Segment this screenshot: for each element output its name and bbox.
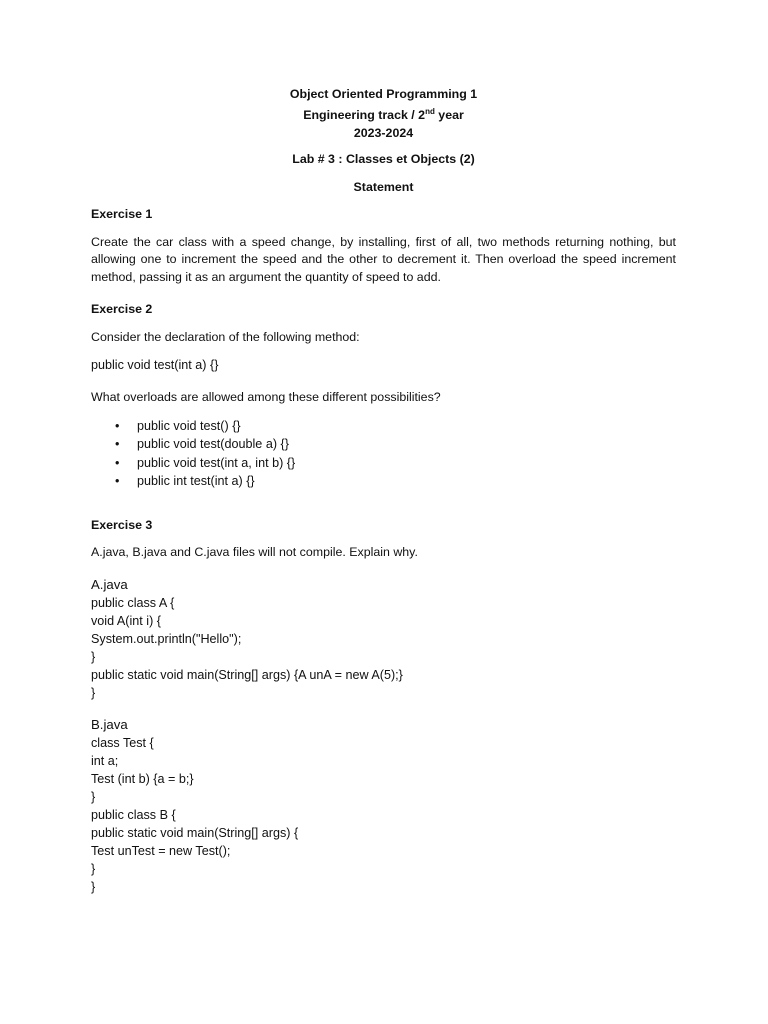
academic-years: 2023-2024: [353, 126, 414, 141]
exercise-1-heading: Exercise 1: [91, 207, 153, 222]
code-line: public class A {: [91, 595, 175, 610]
file-a-block: [91, 576, 676, 702]
statement-title: Statement: [353, 179, 414, 194]
list-item: [115, 472, 676, 491]
option-text: public int test(int a) {}: [137, 474, 255, 489]
option-text: public void test(int a, int b) {}: [137, 455, 296, 470]
code-line: System.out.println("Hello");: [91, 631, 242, 646]
exercise-3-heading: Exercise 3: [91, 517, 153, 532]
code-line: }: [91, 879, 96, 894]
overload-options-list: [91, 417, 676, 491]
course-title: Object Oriented Programming 1: [289, 87, 478, 101]
code-line: Test unTest = new Test();: [91, 843, 231, 858]
file-b-title: B.java: [91, 716, 128, 732]
code-line: void A(int i) {: [91, 613, 161, 628]
file-b-block: [91, 716, 676, 896]
code-line: Test (int b) {a = b;}: [91, 771, 194, 786]
bullet-icon: •: [115, 474, 120, 489]
exercise-2-question: What overloads are allowed among these different possibilities?: [91, 390, 441, 405]
code-line: public class B {: [91, 807, 176, 822]
track-line: [91, 103, 676, 124]
code-line: class Test {: [91, 735, 154, 750]
track-suffix: year: [434, 108, 464, 123]
exercise-2-declaration: public void test(int a) {}: [91, 358, 219, 373]
list-item: [115, 435, 676, 454]
title-block: [91, 85, 676, 142]
option-text: public void test() {}: [137, 418, 241, 433]
code-line: }: [91, 685, 96, 700]
exercise-3-text: A.java, B.java and C.java files will not compile. Explain why.: [91, 545, 418, 560]
bullet-icon: •: [115, 437, 120, 452]
code-line: public static void main(String[] args) {A unA = new A(5);}: [91, 667, 403, 682]
track-superscript: nd: [425, 107, 435, 116]
code-line: }: [91, 789, 96, 804]
track-prefix: Engineering track / 2: [303, 108, 426, 123]
document-content: [91, 85, 676, 896]
exercise-2-intro: Consider the declaration of the following method:: [91, 329, 360, 344]
exercise-2-heading: Exercise 2: [91, 302, 153, 317]
option-text: public void test(double a) {}: [137, 437, 289, 452]
lab-title: Lab # 3 : Classes et Objects (2): [292, 152, 475, 167]
code-line: }: [91, 861, 96, 876]
file-a-title: A.java: [91, 576, 128, 592]
exercise-1-text: Create the car class with a speed change, by installing, first of all, two methods returning nothing, but allowing one to increment the speed and the other to decrement it. Then overload the speed increment method, passing it as an argument the quantity of speed to add.: [91, 234, 676, 284]
list-item: [115, 454, 676, 473]
list-item: [115, 417, 676, 436]
bullet-icon: •: [115, 418, 120, 433]
code-line: }: [91, 649, 96, 664]
bullet-icon: •: [115, 455, 120, 470]
code-line: public static void main(String[] args) {: [91, 825, 299, 840]
code-line: int a;: [91, 753, 119, 768]
